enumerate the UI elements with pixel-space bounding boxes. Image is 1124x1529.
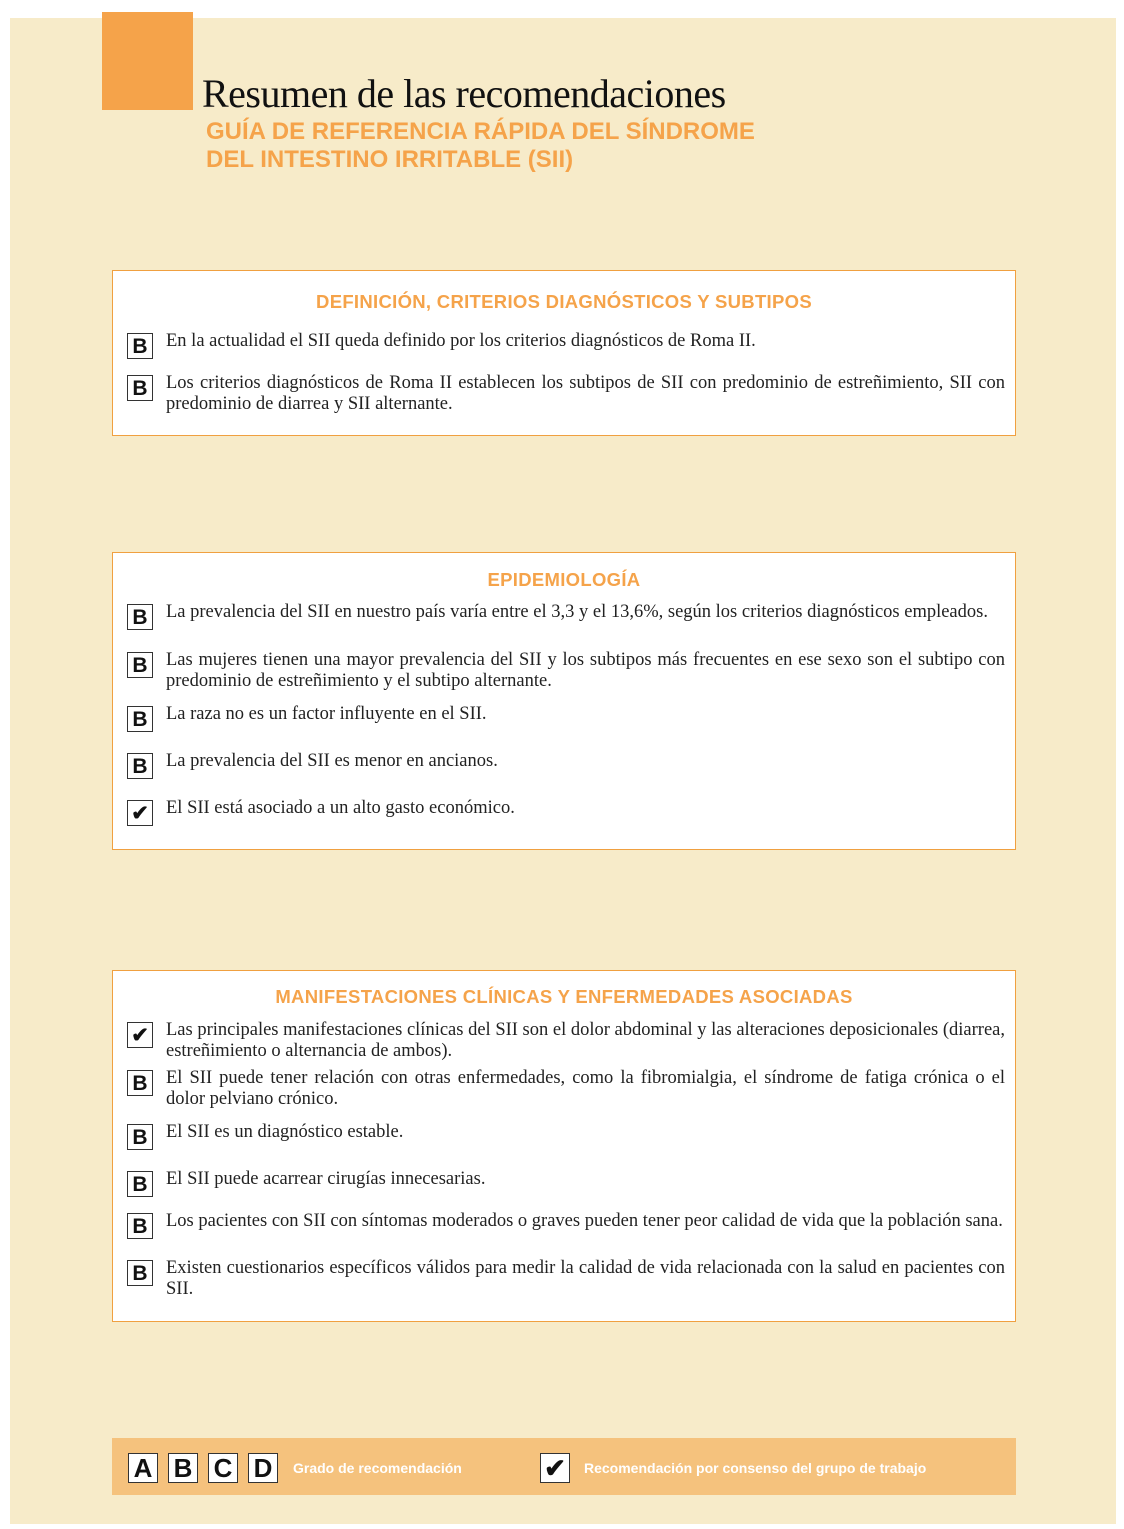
grade-badge: B: [127, 1171, 153, 1197]
check-icon: ✔: [127, 800, 153, 826]
grade-badge: B: [127, 706, 153, 732]
grade-badge: B: [127, 375, 153, 401]
recommendation-text: Existen cuestionarios específicos válidos para medir la calidad de vida relacionada con la salud en pacientes con SII.: [166, 1258, 1005, 1299]
check-icon: ✔: [540, 1453, 570, 1483]
grade-badge: B: [127, 1124, 153, 1150]
recommendation-text: En la actualidad el SII queda definido por los criterios diagnósticos de Roma II.: [166, 331, 756, 351]
recommendation-text: El SII es un diagnóstico estable.: [166, 1122, 404, 1142]
section-epidemiologia: [112, 552, 1016, 850]
legend-grade-c: C: [208, 1453, 238, 1483]
recommendation-text: La raza no es un factor influyente en el SII.: [166, 704, 487, 724]
grade-badge: B: [127, 1260, 153, 1286]
grade-badge: B: [127, 753, 153, 779]
recommendation-text: Las principales manifestaciones clínicas del SII son el dolor abdominal y las alteraciones deposicionales (diarrea, estreñimiento o alternancia de ambos).: [166, 1020, 1005, 1061]
grade-badge: B: [127, 1213, 153, 1239]
grade-badge: B: [127, 604, 153, 630]
legend-grades-label: Grado de recomendación: [293, 1460, 462, 1476]
page-subtitle: [206, 118, 755, 174]
check-icon: ✔: [127, 1022, 153, 1048]
legend-grade-d: D: [248, 1453, 278, 1483]
grade-badge: B: [127, 1070, 153, 1096]
legend-check-label: Recomendación por consenso del grupo de trabajo: [584, 1460, 927, 1476]
grade-badge: B: [127, 333, 153, 359]
recommendation-text: Los criterios diagnósticos de Roma II establecen los subtipos de SII con predominio de estreñimiento, SII con predominio de diarrea y SII alternante.: [166, 373, 1005, 414]
legend-grade-b: B: [168, 1453, 198, 1483]
section-title: EPIDEMIOLOGÍA: [487, 569, 641, 590]
recommendation-text: La prevalencia del SII en nuestro país varía entre el 3,3 y el 13,6%, según los criterios diagnósticos empleados.: [166, 602, 988, 622]
recommendation-text: El SII puede tener relación con otras enfermedades, como la fibromialgia, el síndrome de fatiga crónica o el dolor pelviano crónico.: [166, 1068, 1005, 1109]
recommendation-text: Los pacientes con SII con síntomas moderados o graves pueden tener peor calidad de vida que la población sana.: [166, 1211, 1003, 1231]
recommendation-text: Las mujeres tienen una mayor prevalencia del SII y los subtipos más frecuentes en ese sexo son el subtipo con predominio de estreñimiento y el subtipo alternante.: [166, 650, 1005, 691]
section-manifestaciones: [112, 970, 1016, 1322]
legend-bar: [112, 1438, 1016, 1495]
grade-badge: B: [127, 652, 153, 678]
section-definicion: [112, 270, 1016, 436]
legend-grade-a: A: [128, 1453, 158, 1483]
recommendation-text: El SII puede acarrear cirugías innecesarias.: [166, 1169, 486, 1189]
subtitle-line-1: GUÍA DE REFERENCIA RÁPIDA DEL SÍNDROME: [206, 118, 755, 145]
subtitle-line-2: DEL INTESTINO IRRITABLE (SII): [206, 146, 574, 173]
corner-accent-block: [102, 12, 193, 110]
section-title: MANIFESTACIONES CLÍNICAS Y ENFERMEDADES ASOCIADAS: [275, 986, 853, 1007]
recommendation-text: El SII está asociado a un alto gasto económico.: [166, 798, 515, 818]
section-title: DEFINICIÓN, CRITERIOS DIAGNÓSTICOS Y SUBTIPOS: [316, 291, 812, 312]
page-title: Resumen de las recomendaciones: [202, 71, 726, 116]
recommendation-text: La prevalencia del SII es menor en ancianos.: [166, 751, 498, 771]
